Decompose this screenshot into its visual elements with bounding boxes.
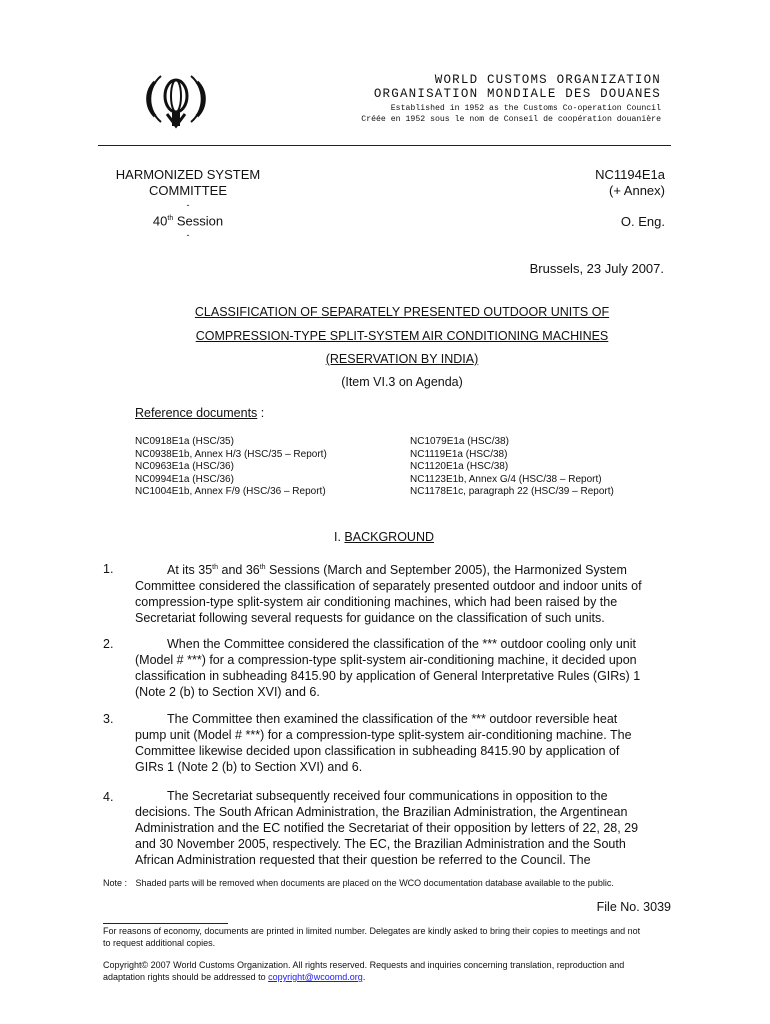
paragraph-number: 2. bbox=[103, 637, 114, 651]
header-divider bbox=[98, 145, 671, 146]
paragraph-number: 3. bbox=[103, 712, 114, 726]
paragraph-line: classification in subheading 8415.90 by application of General Interpretative Rules (GIRs) 1 bbox=[135, 669, 641, 683]
doc-meta-block bbox=[595, 167, 665, 230]
copyright-notice bbox=[103, 959, 624, 983]
title-line3: (RESERVATION BY INDIA) bbox=[325, 352, 479, 366]
reference-item: NC1120E1a (HSC/38) bbox=[410, 461, 509, 473]
session-word: Session bbox=[173, 213, 224, 229]
paragraph-line: At its 35th and 36th Sessions (March and September 2005), the Harmonized System bbox=[167, 563, 627, 578]
paragraph-line: African Administration requested that their question be referred to the Council. The bbox=[135, 853, 591, 867]
dash-bottom: - bbox=[186, 230, 190, 241]
doc-annex: (+ Annex) bbox=[608, 183, 665, 198]
reference-item: NC0994E1a (HSC/36) bbox=[135, 473, 234, 485]
paragraph-line: decisions. The South African Administration, the Brazilian Administration, the Argentinean bbox=[135, 805, 628, 819]
wco-logo bbox=[141, 68, 211, 130]
paragraph-line: Administration and the EC notified the Secretariat of their opposition by letters of 22, 28, 29 bbox=[135, 821, 639, 835]
reference-list-left bbox=[135, 436, 327, 499]
title-line1: CLASSIFICATION OF SEPARATELY PRESENTED OUTDOOR UNITS OF bbox=[194, 305, 610, 319]
paragraph-number: 4. bbox=[103, 790, 114, 804]
paragraph-line: (Note 2 (b) to Section XVI) and 6. bbox=[135, 685, 320, 699]
established-fr: Créée en 1952 sous le nom de Conseil de coopération douanière bbox=[361, 115, 661, 124]
paragraph-number: 1. bbox=[103, 562, 114, 576]
org-name-block bbox=[374, 73, 661, 101]
reference-item: NC1119E1a (HSC/38) bbox=[410, 448, 508, 460]
economy-line2: to request additional copies. bbox=[103, 938, 216, 948]
economy-line1: For reasons of economy, documents are printed in limited number. Delegates are kindly asked to bring their copies to meetings and not bbox=[103, 926, 641, 936]
reference-label: Reference documents bbox=[135, 406, 258, 420]
title-line4: (Item VI.3 on Agenda) bbox=[341, 375, 463, 389]
reference-item: NC1079E1a (HSC/38) bbox=[410, 436, 509, 447]
section-title: BACKGROUND bbox=[344, 530, 435, 544]
paragraph-line: The Secretariat subsequently received four communications in opposition to the bbox=[167, 789, 608, 803]
doc-language: O. Eng. bbox=[620, 214, 665, 229]
shading-note bbox=[103, 878, 614, 888]
paragraph-2 bbox=[135, 636, 665, 700]
paragraph-line: When the Committee considered the classification of the *** outdoor cooling only unit bbox=[167, 637, 637, 651]
section-prefix: I. bbox=[334, 530, 345, 544]
session-suffix: th bbox=[167, 215, 174, 222]
paragraph-line: and 30 November 2005, respectively. The EC, the Brazilian Administration and the South bbox=[135, 837, 626, 851]
paragraph-line: (Model # ***) for a compression-type split-system air-conditioning machine, it decided upon bbox=[135, 653, 637, 667]
committee-block bbox=[108, 167, 268, 241]
reference-item: NC1178E1c, paragraph 22 (HSC/39 – Report) bbox=[410, 486, 614, 498]
paragraph-line: Committee likewise decided upon classification in subheading 8415.90 by application of bbox=[135, 744, 620, 758]
copyright-email-link[interactable]: copyright@wcoomd.org bbox=[268, 972, 363, 982]
reference-heading bbox=[135, 406, 264, 420]
committee-line2: COMMITTEE bbox=[149, 183, 227, 198]
place-date: Brussels, 23 July 2007. bbox=[529, 261, 664, 276]
paragraph-line: Secretariat following several requests for guidance on the classification of such units. bbox=[135, 611, 605, 626]
reference-item: NC1123E1b, Annex G/4 (HSC/38 – Report) bbox=[410, 473, 602, 485]
reference-list-right bbox=[410, 436, 614, 499]
paragraph-line: The Committee then examined the classification of the *** outdoor reversible heat bbox=[167, 712, 618, 726]
paragraph-1 bbox=[135, 560, 665, 626]
paragraph-line: pump unit (Model # ***) for a compression-type split-system air-conditioning machine. The bbox=[135, 728, 632, 742]
paragraph-line: Committee considered the classification of separately presented outdoor and indoor units of bbox=[135, 579, 642, 594]
title-line2: COMPRESSION-TYPE SPLIT-SYSTEM AIR CONDITIONING MACHINES bbox=[195, 329, 609, 343]
session-number: 40 bbox=[152, 213, 168, 229]
copyright-line1: Copyright© 2007 World Customs Organization. All rights reserved. Requests and inquiries concerning translation, reproduction and bbox=[103, 960, 625, 970]
paragraph-line: compression-type split-system air conditioning machines, which had been raised by the bbox=[135, 595, 618, 610]
dash-top: - bbox=[186, 200, 190, 210]
section-heading bbox=[334, 530, 434, 544]
reference-item: NC0918E1a (HSC/35) bbox=[135, 436, 234, 447]
session-label bbox=[108, 211, 268, 229]
note-label: Note : bbox=[103, 878, 128, 888]
reference-item: NC1004E1b, Annex F/9 (HSC/36 – Report) bbox=[135, 486, 326, 498]
footnote-divider bbox=[103, 923, 228, 924]
org-name-en: WORLD CUSTOMS ORGANIZATION bbox=[434, 73, 661, 87]
economy-notice bbox=[103, 925, 640, 949]
established-block bbox=[361, 103, 661, 125]
paragraph-3 bbox=[135, 711, 665, 775]
established-en: Established in 1952 as the Customs Co-operation Council bbox=[390, 104, 661, 113]
paragraph-line: GIRs 1 (Note 2 (b) to Section XVI) and 6. bbox=[135, 760, 363, 774]
committee-line1: HARMONIZED SYSTEM bbox=[115, 167, 261, 182]
note-text: Shaded parts will be removed when documents are placed on the WCO documentation database available to the public. bbox=[135, 878, 614, 888]
file-number: File No. 3039 bbox=[596, 900, 671, 914]
reference-item: NC0938E1b, Annex H/3 (HSC/35 – Report) bbox=[135, 448, 327, 460]
org-name-fr: ORGANISATION MONDIALE DES DOUANES bbox=[373, 87, 661, 101]
copyright-line2: adaptation rights should be addressed to copyright@wcoomd.org. bbox=[103, 972, 366, 982]
reference-colon: : bbox=[257, 406, 265, 420]
paragraph-4 bbox=[135, 788, 665, 868]
reference-item: NC0963E1a (HSC/36) bbox=[135, 461, 234, 473]
doc-number: NC1194E1a bbox=[595, 167, 665, 182]
